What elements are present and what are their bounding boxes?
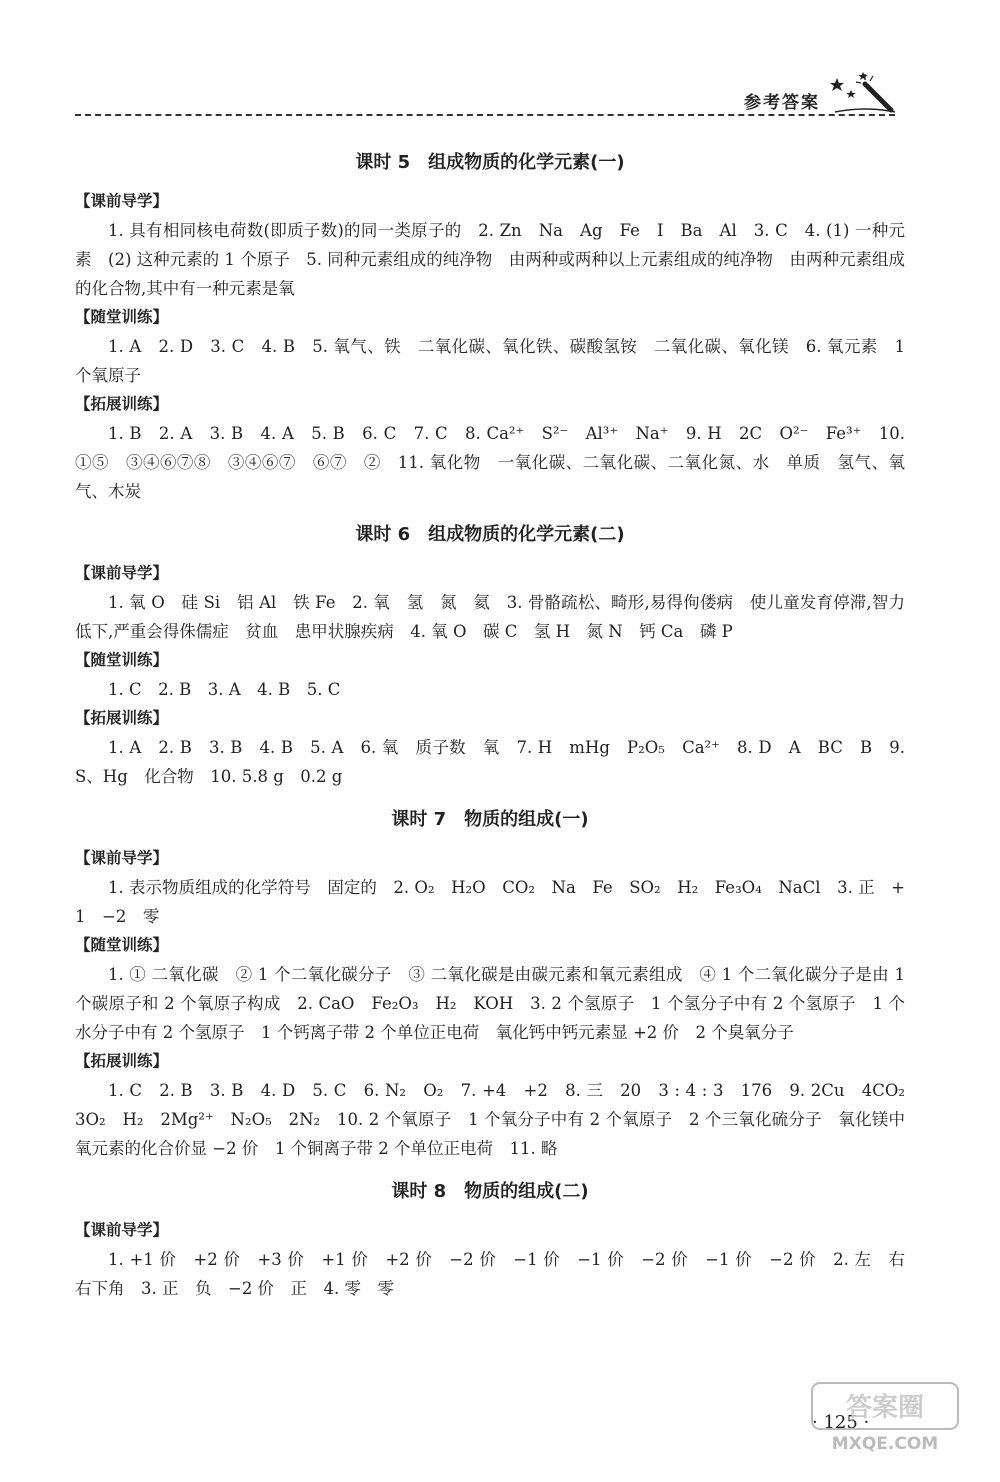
lesson-title: 课时 6 组成物质的化学元素(二)	[355, 524, 625, 545]
answer-text: 1. ① 二氧化碳 ② 1 个二氧化碳分子 ③ 二氧化碳是由碳元素和氧元素组成 ④ 1 个二氧化碳分子是由 1 个碳原子和 2 个氧原子构成 2. CaO Fe₂O₃ H₂ KOH 3. 2 个氢原子 1 个氢分子中有 2 个氢原子 1 个水分子中有 2 个氢原子 1 个钙离子带 2 个单位正电荷 氧化钙中钙元素显 +2 价 2 个臭氧分子	[75, 965, 905, 1042]
lesson-title: 课时 7 物质的组成(一)	[391, 809, 589, 830]
answer-text: 1. +1 价 +2 价 +3 价 +1 价 +2 价 −2 价 −1 价 −1 价 −2 价 −1 价 −2 价 2. 左 右 右下角 3. 正 负 −2 价 正 4. 零 零	[75, 1250, 922, 1298]
lesson-7	[75, 805, 922, 1163]
lesson-8	[75, 1177, 922, 1303]
lesson-title: 课时 8 物质的组成(二)	[391, 1181, 589, 1202]
answer-text: 1. A 2. B 3. B 4. B 5. A 6. 氧 质子数 氧 7. H mHg P₂O₅ Ca²⁺ 8. D A BC B 9. S、Hg 化合物 10. 5.8 g 0.2 g	[75, 738, 905, 786]
lesson-6	[75, 520, 905, 791]
answer-text: 1. 具有相同核电荷数(即质子数)的同一类原子的 2. Zn Na Ag Fe I Ba Al 3. C 4. (1) 一种元素 (2) 这种元素的 1 个原子 5. 同种元素组成的纯净物 由两种或两种以上元素组成的纯净物 由两种元素组成的化合物,其中有一种元素是氧	[75, 221, 905, 298]
section-label: 【拓展训练】	[75, 395, 169, 413]
section-label: 【课前导学】	[75, 1221, 169, 1239]
section-label: 【随堂训练】	[75, 936, 169, 954]
magic-wand-stars-icon	[825, 66, 915, 126]
svg-text:答案圈: 答案圈	[845, 1393, 925, 1423]
section-label: 【随堂训练】	[75, 651, 169, 669]
header-title: 参考答案	[744, 93, 820, 113]
answer-text: 1. B 2. A 3. B 4. A 5. B 6. C 7. C 8. Ca²⁺ S²⁻ Al³⁺ Na⁺ 9. H 2C O²⁻ Fe³⁺ 10. ①⑤ ③④⑥⑦⑧ ③④⑥⑦ ⑥⑦ ② 11. 氧化物 一氧化碳、二氧化碳、二氧化氮、水 单质 氢气、氧气、木炭	[75, 424, 905, 501]
answer-text: 1. C 2. B 3. B 4. D 5. C 6. N₂ O₂ 7. +4 +2 8. 三 20 3 : 4 : 3 176 9. 2Cu 4CO₂ 3O₂ H₂ 2Mg²⁺ N₂O₅ 2N₂ 10. 2 个氧原子 1 个氧分子中有 2 个氧原子 2 个三氧化硫分子 氧化镁中氧元素的化合价显 −2 价 1 个铜离子带 2 个单位正电荷 11. 略	[75, 1081, 922, 1158]
answer-text: 1. 表示物质组成的化学符号 固定的 2. O₂ H₂O CO₂ Na Fe SO₂ H₂ Fe₃O₄ NaCl 3. 正 +1 −2 零	[75, 878, 905, 926]
watermark-text: MXQE.COM	[831, 1434, 939, 1454]
lesson-title: 课时 5 组成物质的化学元素(一)	[355, 152, 625, 173]
section-label: 【拓展训练】	[75, 1052, 169, 1070]
page-number: · 125 ·	[812, 1412, 870, 1433]
section-label: 【随堂训练】	[75, 308, 169, 326]
answer-text: 1. A 2. D 3. C 4. B 5. 氧气、铁 二氧化碳、氧化铁、碳酸氢铵 二氧化碳、氧化镁 6. 氧元素 1 个氧原子	[75, 337, 905, 385]
answer-content	[75, 140, 922, 1317]
lesson-5	[75, 148, 905, 506]
answer-text: 1. 氧 O 硅 Si 铝 Al 铁 Fe 2. 氧 氢 氮 氦 3. 骨骼疏松、畸形,易得佝偻病 使儿童发育停滞,智力低下,严重会得侏儒症 贫血 患甲状腺疾病 4. 氧 O 碳 C 氢 H 氮 N 钙 Ca 磷 P	[75, 593, 905, 641]
section-label: 【课前导学】	[75, 849, 169, 867]
header-dashed-rule	[75, 114, 895, 116]
section-label: 【课前导学】	[75, 564, 169, 582]
watermark-logo	[810, 1381, 960, 1456]
section-label: 【课前导学】	[75, 192, 169, 210]
answer-text: 1. C 2. B 3. A 4. B 5. C	[108, 680, 341, 699]
page-header	[75, 84, 915, 124]
section-label: 【拓展训练】	[75, 709, 169, 727]
